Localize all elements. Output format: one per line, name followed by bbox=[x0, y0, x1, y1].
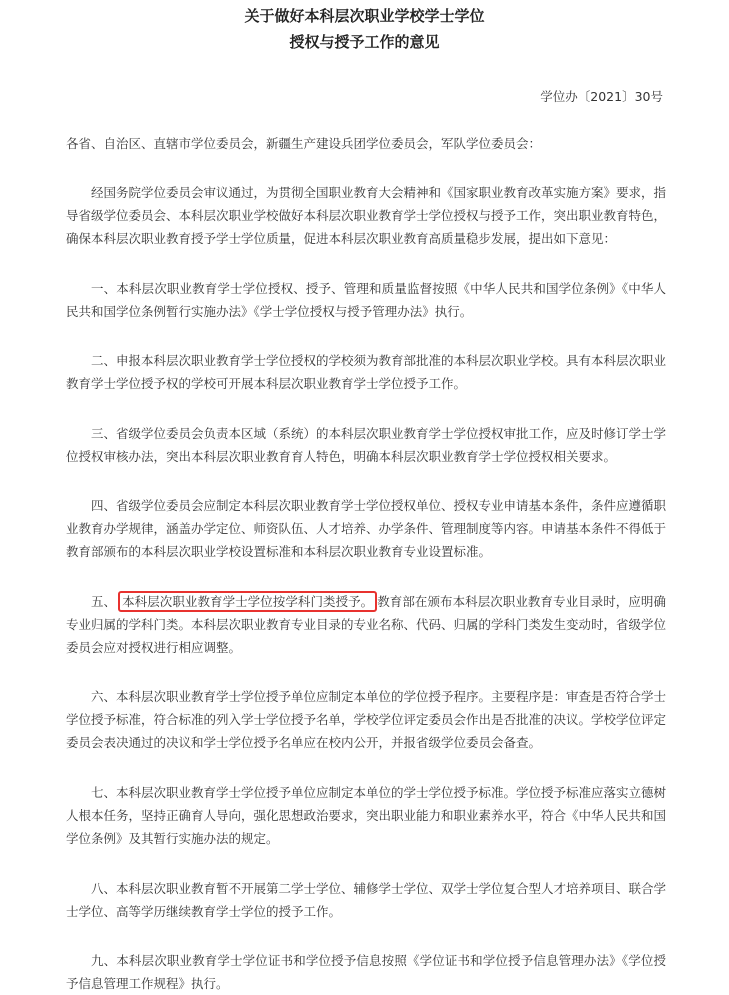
paragraph-2: 二、申报本科层次职业教育学士学位授权的学校须为教育部批准的本科层次职业学校。具有本科层次职业教育学士学位授予权的学校可开展本科层次职业教育学士学位授予工作。 bbox=[66, 353, 667, 391]
paragraph-6: 六、本科层次职业教育学士学位授予单位应制定本单位的学位授予程序。主要程序是：审查是否符合学士学位授予标准，符合标准的列入学士学位授予名单，学校学位评定委员会作出是否批准的决议。学校学位评定委员会表决通过的决议和学士学位授予名单应在校内公开，并报省级学位委员会备查。 bbox=[66, 689, 667, 750]
paragraph-9: 九、本科层次职业教育学士学位证书和学位授予信息按照《学位证书和学位授予信息管理办法》《学位授予信息管理工作规程》执行。 bbox=[66, 953, 666, 991]
paragraph-5 bbox=[66, 590, 666, 659]
paragraph-3: 三、省级学位委员会负责本区域（系统）的本科层次职业教育学士学位授权审批工作，应及时修订学士学位授权审核办法，突出本科层次职业教育育人特色，明确本科层次职业教育学士学位授权相关要求。 bbox=[66, 426, 667, 464]
document-number: 学位办〔2021〕30号 bbox=[540, 89, 663, 104]
paragraph-1: 一、本科层次职业教育学士学位授权、授予、管理和质量监督按照《中华人民共和国学位条例》《中华人民共和国学位条例暂行实施办法》《学士学位授权与授予管理办法》执行。 bbox=[66, 281, 666, 319]
paragraph-4: 四、省级学位委员会应制定本科层次职业教育学士学位授权单位、授权专业申请基本条件，条件应遵循职业教育办学规律，涵盖办学定位、师资队伍、人才培养、办学条件、管理制度等内容。申请基本条件不得低于教育部颁布的本科层次职业学校设置标准和本科层次职业教育专业设置标准。 bbox=[66, 498, 667, 559]
preamble-paragraph: 经国务院学位委员会审议通过，为贯彻全国职业教育大会精神和《国家职业教育改革实施方案》要求，指导省级学位委员会、本科层次职业学校做好本科层次职业教育学士学位授权与授予工作，突出职业教育特色，确保本科层次职业教育授予学士学位质量，促进本科层次职业教育高质量稳步发展，提出如下意见： bbox=[66, 185, 667, 246]
document-title-line-1: 关于做好本科层次职业学校学士学位 bbox=[244, 7, 485, 25]
paragraph-5-rest: 教育部在颁布本科层次职业教育专业目录时，应明确专业归属的学科门类。本科层次职业教育专业目录的专业名称、代码、归属的学科门类发生变动时，省级学位委员会应对授权进行相应调整。 bbox=[66, 594, 667, 655]
paragraph-5-prefix: 五、 bbox=[91, 594, 117, 609]
document-title-line-2: 授权与授予工作的意见 bbox=[289, 33, 440, 51]
paragraph-8: 八、本科层次职业教育暂不开展第二学士学位、辅修学士学位、双学士学位复合型人才培养项目、联合学士学位、高等学历继续教育学士学位的授予工作。 bbox=[66, 881, 667, 919]
addressee: 各省、自治区、直辖市学位委员会，新疆生产建设兵团学位委员会，军队学位委员会： bbox=[66, 136, 542, 151]
paragraph-7: 七、本科层次职业教育学士学位授予单位应制定本单位的学士学位授予标准。学位授予标准应落实立德树人根本任务，坚持正确育人导向，强化思想政治要求，突出职业能力和职业素养水平，符合《中华人民共和国学位条例》及其暂行实施办法的规定。 bbox=[66, 785, 667, 846]
highlighted-sentence: 本科层次职业教育学士学位按学科门类授予。 bbox=[118, 591, 377, 612]
